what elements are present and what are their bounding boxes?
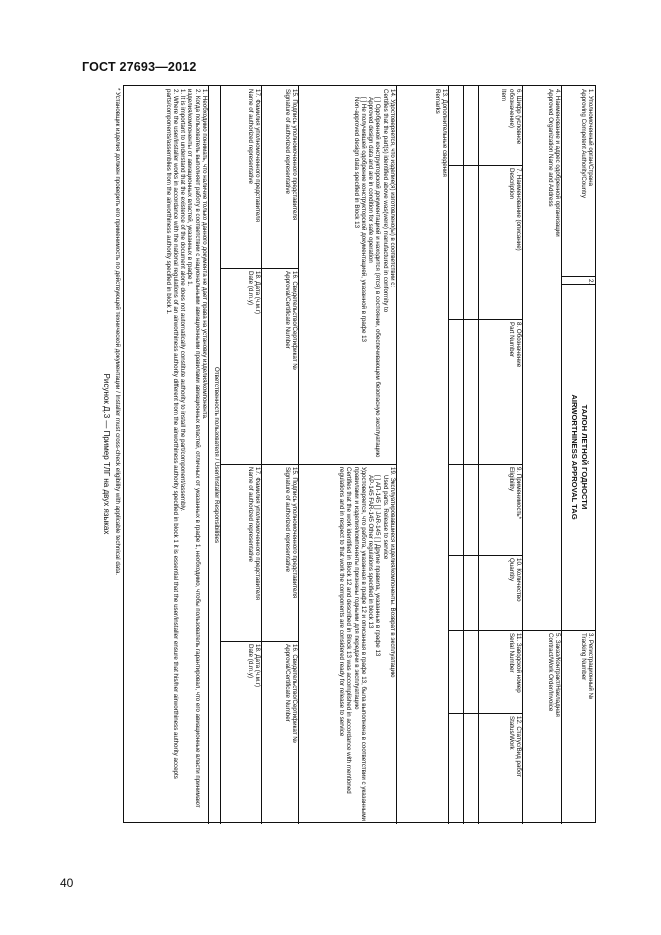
rule <box>298 86 299 824</box>
field-6-item: 6. Шифр (условное обозначение) Item <box>500 89 522 145</box>
field-11-serial-number: 11. Заводской номер Serial Number <box>507 633 522 693</box>
note-ru-2: 2. Когда пользователь выполняет работу в соответствии с национальными авиационными правилами авиационных властей, отличных от указанных в графе 1, необходимо, чтобы пользователь гарантировал, что его авиационные власти принимают изделия/компоненты от авиационных властей, указанных в графе 1. <box>186 89 201 808</box>
eligibility-footnote: * Установщик изделия должен проверить его применимость по действующей технической документации / Installer must cross-check eligibility with applicable technical data. <box>114 88 121 576</box>
note-ru-1: 1. Необходимо понимать, что наличие только данного документа не дает права на установку изделия/компонента. <box>201 89 208 420</box>
field-17-name-right: 17. Фамилия уполномоченного представителя Name of authorized representative <box>246 467 261 601</box>
form-title-en: AIRWORTHINESS APPROVAL TAG <box>570 394 580 520</box>
f14-line-2: Certifies that the part(s) identified above was(were) manufactured in conformity to <box>381 89 389 313</box>
note-en-1: 1. It is important to understand that the existence of the document alone does not automatically constitute authority to install the part/component/assembly. <box>179 89 187 512</box>
field-17-name-left: 17. Фамилия уполномоченного представителя Name of authorized representative <box>246 89 261 223</box>
field-16-certificate-right: 16. Свидетельство/Сертификат № Approval/Certificate Number <box>283 644 298 743</box>
field-3-tracking-number: 3. Регистрационный № Tracking Number <box>579 633 594 700</box>
field-10-quantity: 10. Количество Quantity <box>507 558 522 602</box>
airworthiness-tag-form <box>123 85 596 823</box>
rule <box>221 641 299 642</box>
rule <box>396 86 397 824</box>
f19-line-3: [ ] АП-145 [ ] JAR-145 [ ] Другие правила, указанные в графе 13 <box>374 475 382 657</box>
f14-line-5: [ ] Не получившей одобрение конструкторской документацией, указанной в графе 13 <box>359 97 367 342</box>
field-14-manufacture-certification <box>299 86 397 464</box>
f19-line-5: Удостоверяется, что работа, указанная в графе 12 и описанная в графе 13, была выполнена в соответствии с указанными правилами и изделия/компоненты признаны годными для передачи в эксплуатацию <box>352 467 367 821</box>
rule <box>221 464 397 465</box>
user-responsibilities-notes <box>143 86 209 824</box>
user-responsibilities-heading: Ответственность пользователя / User/Installer Responsibilities <box>213 366 220 544</box>
field-2: 2. <box>587 279 594 284</box>
field-7-description: 7. Наименование (описание) Description <box>507 168 522 251</box>
field-8-part-number: 8. Обозначение Part Number <box>507 322 522 368</box>
field-13-remarks: 13. Дополнительные сведения Remarks <box>433 89 448 177</box>
field-5-contract: 5. Заказ/Контракт/Накладная Contract/Work Order/Invoice <box>546 633 561 717</box>
f14-line-4: Approved design data and are in condition for safe operation <box>367 97 375 263</box>
rule <box>449 630 595 631</box>
form-title-ru: ТАЛОН ЛЕТНОЙ ГОДНОСТИ <box>580 404 589 510</box>
field-1-authority: 1. Уполномоченный орган/Страна Approving Competent Authority/Country <box>579 89 594 199</box>
f14-line-1: 14. Удостоверяется, что изделие(я) изготовлено(ы) в соответствии с: <box>389 89 396 288</box>
rule <box>220 86 221 824</box>
rule <box>261 86 262 824</box>
figure-caption: Рисунок Д.3 — Пример ТЛГ на двух языках <box>102 373 111 535</box>
rule <box>561 86 562 824</box>
field-4-organization: 4. Наименование и адрес одобренной организации Approved Organization Name and Address <box>546 89 561 237</box>
f19-line-1: 19. Эксплуатировавшиеся изделия/компоненты. Возврат в эксплуатацию <box>389 467 396 678</box>
rule <box>449 713 523 714</box>
rule <box>449 319 523 320</box>
document-header: ГОСТ 27693—2012 <box>82 60 197 74</box>
rule <box>562 284 595 285</box>
field-16-certificate-left: 16. Свидетельство/Сертификат № Approval/Certificate Number <box>283 271 298 370</box>
field-9-eligibility: 9. Применимость* Eligibility <box>507 467 522 520</box>
rule <box>208 86 209 824</box>
rotated-form-wrapper <box>96 85 596 823</box>
rule <box>449 555 523 556</box>
field-18-date-right: 18. Дата (ч.м.г) Date (d.m.y) <box>246 644 261 688</box>
f19-line-2: Used parts. Release to service <box>381 475 389 560</box>
rule <box>562 276 595 277</box>
field-15-signature-left: 15. Подпись уполномоченного представителя Signature of authorized representative <box>283 89 298 221</box>
field-18-date-left: 18. Дата (ч.м.г) Date (d.m.y) <box>246 271 261 315</box>
form-title <box>562 284 595 630</box>
f19-line-4: AP-145 FAR-145 Other regulations specified in block 13 <box>367 475 375 629</box>
field-19-release-to-service <box>299 464 397 824</box>
rule <box>449 464 523 465</box>
f14-line-3: [ ] Одобренной конструкторской документацией и находится (ятся) в состоянии, обеспечивающем безопасную эксплуатацию <box>374 97 382 458</box>
note-en-2: 2. Where the user/installer works in accordance with the national regulations of an airworthiness authority different from the airworthiness authority specified in block 1 it is essential that the user/installer ensure that his/her airworthiness authority accepts parts/components/assemblies from the airworthiness authority specified in block 1. <box>164 89 179 779</box>
f14-line-6: Non-approved design data specified in Block 13 <box>352 97 360 229</box>
field-15-signature-right: 15. Подпись уполномоченного представителя Signature of authorized representative <box>283 467 298 599</box>
rule <box>449 165 523 166</box>
rule <box>221 268 299 269</box>
field-12-status: 12. Статус/Вид работ Status/Work <box>507 716 522 778</box>
page-number: 40 <box>60 876 74 890</box>
f19-line-6: Certifies that the work identified in Block 12 and described in Block 13 was accomplished in accordance with mentioned regulations and in respect to that work the components are considered ready for release to service <box>337 467 353 794</box>
